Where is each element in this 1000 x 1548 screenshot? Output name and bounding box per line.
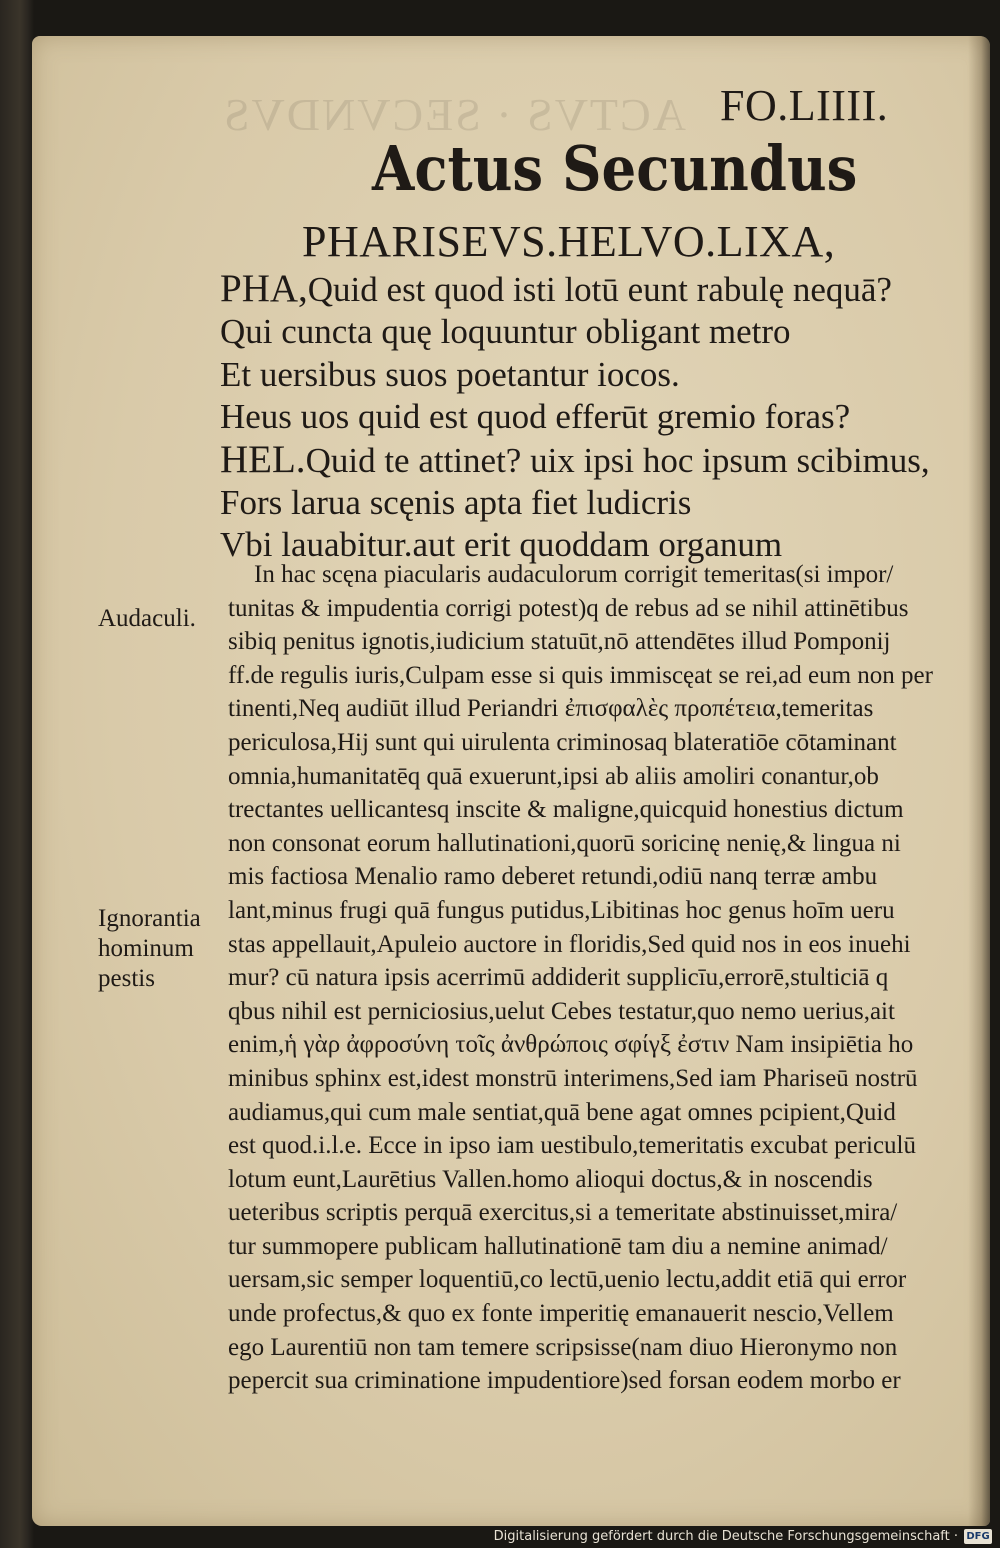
verse-line bbox=[220, 354, 960, 396]
commentary-line: lant,minus frugi quā fungus putidus,Libitinas hoc genus hoīm ueru bbox=[228, 896, 895, 924]
commentary-line: tur summopere publicam hallutinationē tam diu a nemine animad/ bbox=[228, 1232, 888, 1260]
commentary-line: audiamus,qui cum male sentiat,quā bene agat omnes pcipient,Quid bbox=[228, 1098, 896, 1126]
speaker-abbreviation: PHA, bbox=[220, 267, 308, 310]
marginal-note-line: pestis bbox=[98, 965, 155, 992]
commentary-line: uersam,sic semper loquentiū,co lectū,uenio lectu,addit etiā qui error bbox=[228, 1266, 907, 1294]
marginal-note-line: Ignorantia bbox=[98, 905, 201, 932]
commentary-line: lotum eunt,Laurētius Vallen.homo alioqui doctus,& in noscendis bbox=[228, 1165, 873, 1193]
commentary-line: In hac scęna piacularis audaculorum corrigit temeritas(si impor/ bbox=[254, 561, 894, 588]
verse-line bbox=[220, 482, 960, 524]
verse-line bbox=[220, 396, 960, 438]
verse-line bbox=[220, 311, 960, 353]
commentary-line: omnia,humanitatēq quā exuerunt,ipsi ab aliis amoliri conantur,ob bbox=[228, 762, 879, 790]
dfg-logo: DFG bbox=[964, 1529, 992, 1544]
commentary-line: non consonat eorum hallutinationi,quorū soricinę nenię,& lingua ni bbox=[228, 829, 901, 857]
commentary-line: stas appellauit,Apuleio auctore in floridis,Sed quid nos in eos inuehi bbox=[228, 930, 911, 958]
marginal-note bbox=[98, 904, 201, 994]
commentary-line: minibus sphinx est,idest monstrū interimens,Sed iam Phariseū nostrū bbox=[228, 1064, 918, 1092]
commentary-line: mur? cū natura ipsis acerrimū addiderit supplicīu,errorē,stulticiā q bbox=[228, 964, 889, 992]
book-page bbox=[32, 36, 990, 1526]
verse-text: Fors larua scęnis apta fiet ludicris bbox=[220, 483, 692, 523]
commentary-line: qbus nihil est perniciosius,uelut Cebes testatur,quo nemo uerius,ait bbox=[228, 997, 895, 1025]
commentary-line: unde profectus,& quo ex fonte imperitię emanauerit nescio,Vellem bbox=[228, 1300, 894, 1328]
commentary-line: ego Laurentiū non tam temere scripsisse(nam diuo Hieronymo non bbox=[228, 1333, 898, 1361]
commentary-line: sibiq penitus ignotis,iudicium statuūt,nō attendētes illud Pomponij bbox=[228, 628, 891, 656]
commentary-line: trectantes uellicantesq inscite & maligne,quicquid honestius dictum bbox=[228, 796, 904, 824]
commentary-line: ff.de regulis iuris,Culpam esse si quis immiscęat se rei,ad eum non per bbox=[228, 661, 933, 689]
commentary-line: tunitas & impudentia corrigi potest)q de rebus ad se nihil attinētibus bbox=[228, 594, 909, 622]
commentary-line: tinenti,Neq audiūt illud Periandri ἐπισφαλὲς προπέτεια,temeritas bbox=[228, 695, 874, 723]
verse-text: Heus uos quid est quod efferūt gremio foras? bbox=[220, 397, 851, 437]
verse-text: Quid est quod isti lotū eunt rabulę nequā? bbox=[307, 270, 892, 309]
marginal-note bbox=[98, 604, 196, 634]
digitization-footer bbox=[494, 1529, 992, 1544]
verse-line bbox=[220, 439, 960, 482]
commentary-line: est quod.i.l.e. Ecce in ipso iam uestibulo,temeritatis excubat periculū bbox=[228, 1132, 917, 1160]
folio-number: FO.LIIII. bbox=[720, 81, 889, 130]
verse-text: Qui cuncta quę loquuntur obligant metro bbox=[220, 312, 791, 352]
commentary-line: periculosa,Hij sunt qui uirulenta criminosaq blateratiōe cōtaminant bbox=[228, 728, 897, 756]
act-title: Actus Secundus bbox=[372, 132, 858, 205]
marginal-note-line: hominum bbox=[98, 935, 194, 962]
page-gutter-shadow bbox=[968, 36, 990, 1526]
commentary-line: enim,ἡ γὰρ ἀφροσύνη τοῖς ἀνθρώποις σφίγξ ἐστιν Nam insipiētia ho bbox=[228, 1031, 914, 1059]
commentary-line: ueteribus scriptis perquā exercitus,si a temeritate abstinuisset,mira/ bbox=[228, 1199, 898, 1227]
verse-text: Et uersibus suos poetantur iocos. bbox=[220, 354, 680, 394]
verse-text: Vbi lauabitur.aut erit quoddam organum bbox=[220, 525, 783, 565]
show-through-text: ACTVS · SECVNDVS bbox=[222, 89, 686, 140]
marginal-note-line: Audaculi. bbox=[98, 605, 196, 632]
speaker-abbreviation: HEL. bbox=[220, 437, 306, 481]
commentary-line: pepercit sua criminatione impudentiore)sed forsan eodem morbo er bbox=[228, 1367, 901, 1395]
commentary-line: mis factiosa Menalio ramo deberet retundi,odiū nanq terræ ambu bbox=[228, 863, 878, 891]
verse-line bbox=[220, 268, 960, 311]
verse-text: Quid te attinet? uix ipsi hoc ipsum scibimus, bbox=[305, 440, 930, 480]
speaker-list: PHARISEVS.HELVO.LIXA, bbox=[302, 217, 836, 266]
commentary-block bbox=[228, 558, 940, 1398]
funding-credit: Digitalisierung gefördert durch die Deutsche Forschungsgemeinschaft · bbox=[493, 1529, 958, 1544]
verse-block bbox=[220, 268, 960, 567]
